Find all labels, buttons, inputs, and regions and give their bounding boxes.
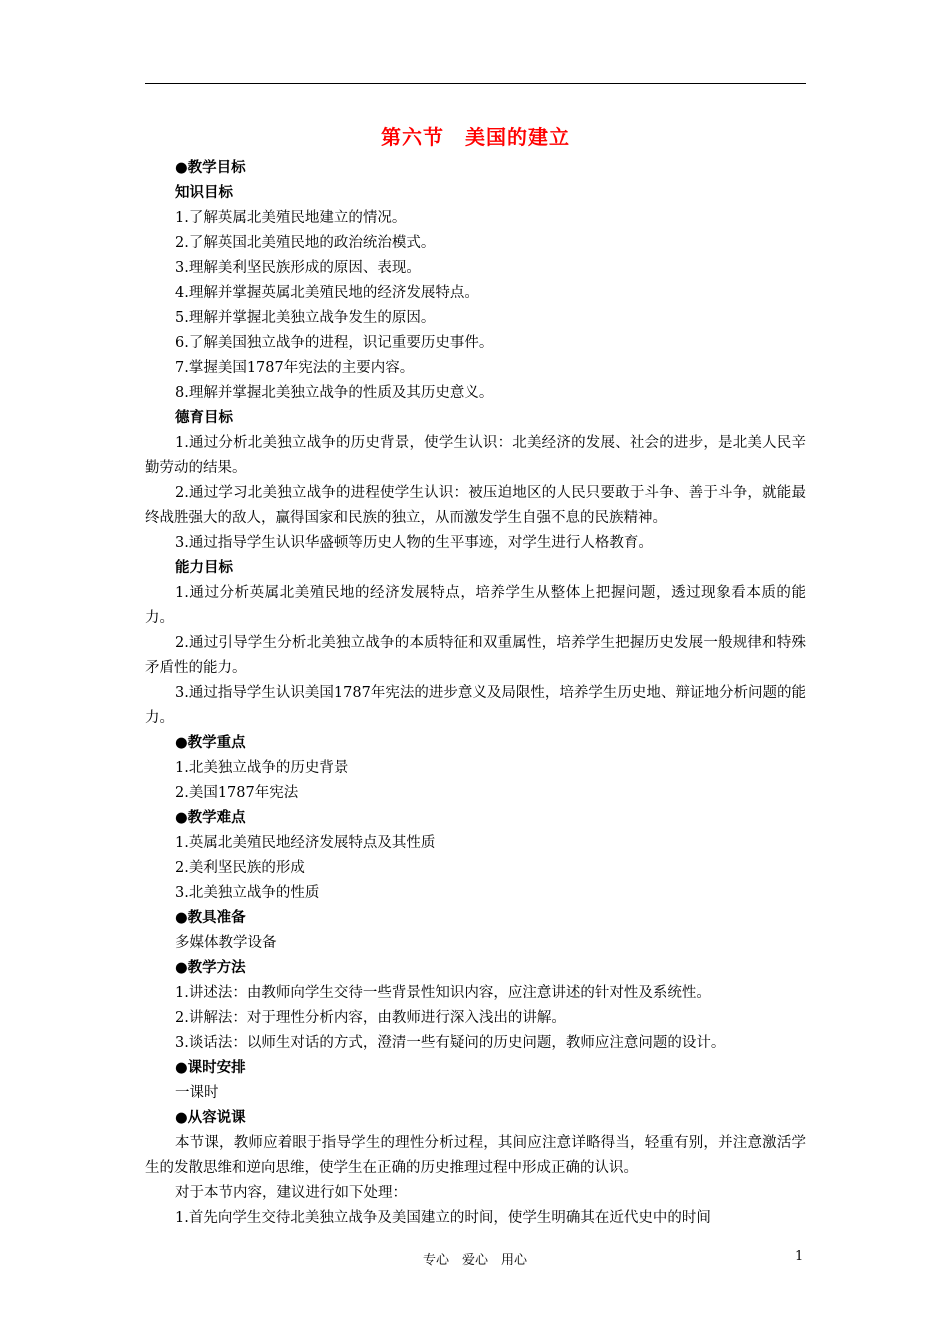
tools-text: 多媒体教学设备 [175, 935, 277, 951]
goals-heading: ●教学目标 [175, 160, 246, 176]
ability-item: 2.通过引导学生分析北美独立战争的本质特征和双重属性，培养学生把握历史发展一般规律和特殊矛盾性的能力。 [145, 635, 806, 676]
knowledge-item: 1.了解英属北美殖民地建立的情况。 [175, 210, 407, 226]
schedule-heading: ●课时安排 [175, 1060, 246, 1076]
key-points-heading: ●教学重点 [175, 735, 246, 751]
difficult-point-item: 3.北美独立战争的性质 [175, 885, 320, 901]
lesson-talk-paragraph: 本节课，教师应着眼于指导学生的理性分析过程，其间应注意详略得当，轻重有别，并注意激活学生的发散思维和逆向思维，使学生在正确的历史推理过程中形成正确的认识。 [145, 1135, 806, 1176]
ability-item: 3.通过指导学生认识美国1787年宪法的进步意义及局限性，培养学生历史地、辩证地分析问题的能力。 [145, 685, 806, 726]
knowledge-item: 6.了解美国独立战争的进程，识记重要历史事件。 [175, 335, 494, 351]
key-point-item: 1.北美独立战争的历史背景 [175, 760, 349, 776]
method-item: 1.讲述法：由教师向学生交待一些背景性知识内容，应注意讲述的针对性及系统性。 [175, 985, 711, 1001]
moral-item: 1.通过分析北美独立战争的历史背景，使学生认识：北美经济的发展、社会的进步，是北美人民辛勤劳动的结果。 [145, 435, 806, 476]
moral-heading: 德育目标 [175, 410, 233, 426]
knowledge-item: 4.理解并掌握英属北美殖民地的经济发展特点。 [175, 285, 479, 301]
lesson-talk-heading: ●从容说课 [175, 1110, 246, 1126]
knowledge-item: 7.掌握美国1787年宪法的主要内容。 [175, 360, 415, 376]
method-item: 2.讲解法：对于理性分析内容，由教师进行深入浅出的讲解。 [175, 1010, 566, 1026]
methods-heading: ●教学方法 [175, 960, 246, 976]
document-body [145, 118, 806, 1231]
ability-item: 1.通过分析英属北美殖民地的经济发展特点，培养学生从整体上把握问题，透过现象看本质的能力。 [145, 585, 806, 626]
knowledge-item: 3.理解美利坚民族形成的原因、表现。 [175, 260, 421, 276]
header-rule [145, 83, 806, 84]
lesson-talk-paragraph: 1.首先向学生交待北美独立战争及美国建立的时间，使学生明确其在近代史中的时间 [175, 1210, 711, 1226]
footer-motto: 专心 爱心 用心 [422, 1253, 527, 1268]
knowledge-item: 8.理解并掌握北美独立战争的性质及其历史意义。 [175, 385, 494, 401]
knowledge-item: 2.了解英国北美殖民地的政治统治模式。 [175, 235, 436, 251]
moral-item: 3.通过指导学生认识华盛顿等历史人物的生平事迹，对学生进行人格教育。 [175, 535, 653, 551]
knowledge-heading: 知识目标 [175, 185, 233, 201]
schedule-text: 一课时 [175, 1085, 219, 1101]
difficult-points-heading: ●教学难点 [175, 810, 246, 826]
moral-item: 2.通过学习北美独立战争的进程使学生认识：被压迫地区的人民只要敢于斗争、善于斗争，就能最终战胜强大的敌人，赢得国家和民族的独立，从而激发学生自强不息的民族精神。 [145, 485, 806, 526]
method-item: 3.谈话法：以师生对话的方式，澄清一些有疑问的历史问题，教师应注意问题的设计。 [175, 1035, 726, 1051]
tools-heading: ●教具准备 [175, 910, 246, 926]
key-point-item: 2.美国1787年宪法 [175, 785, 299, 801]
page-title: 第六节 美国的建立 [381, 125, 570, 149]
lesson-talk-paragraph: 对于本节内容，建议进行如下处理： [175, 1185, 407, 1201]
knowledge-item: 5.理解并掌握北美独立战争发生的原因。 [175, 310, 436, 326]
ability-heading: 能力目标 [175, 560, 233, 576]
difficult-point-item: 1.英属北美殖民地经济发展特点及其性质 [175, 835, 436, 851]
page-number: 1 [795, 1249, 804, 1264]
difficult-point-item: 2.美利坚民族的形成 [175, 860, 305, 876]
